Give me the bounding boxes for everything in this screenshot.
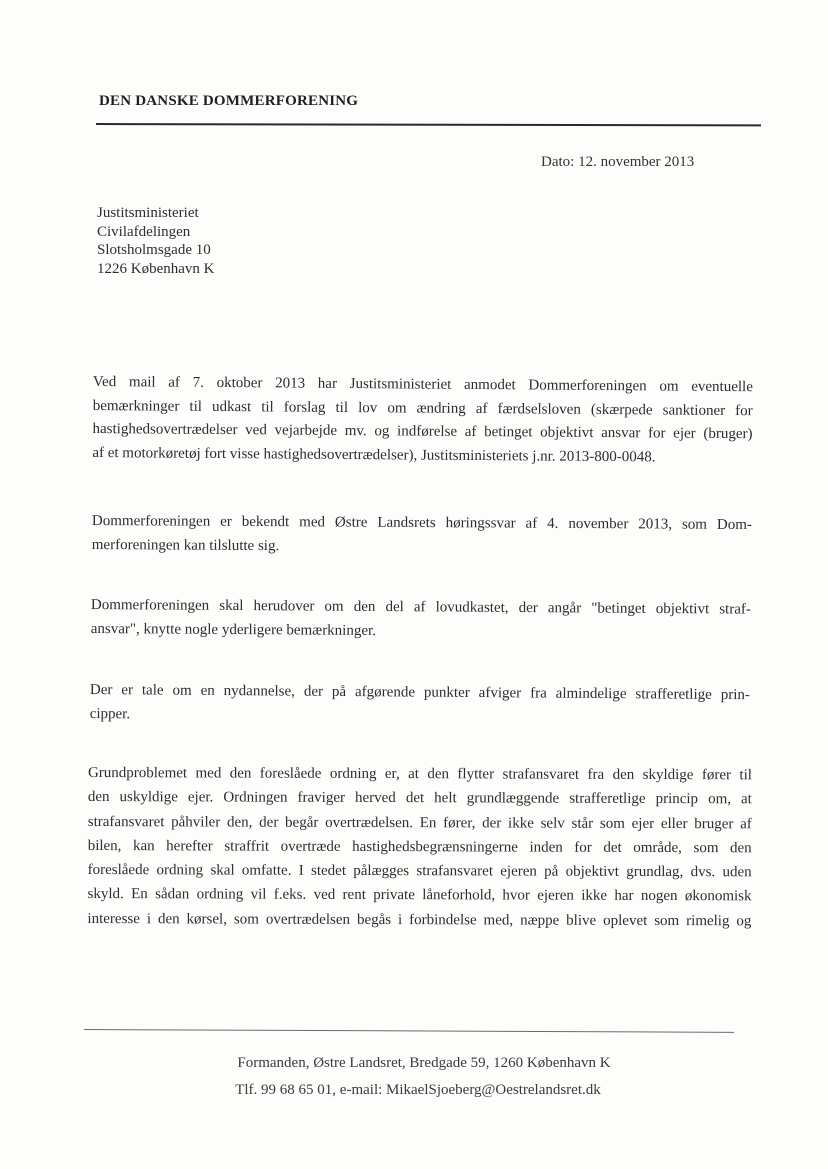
text-line: Grundproblemet med den foreslåede ordning er, at den flytter strafansvaret fra den skyldige fører til <box>87 765 752 784</box>
text-line: Ved mail af 7. oktober 2013 har Justitsministeriet anmodet Dommerforeningen om eventuelle <box>92 373 753 396</box>
recipient-line: Justitsministeriet <box>97 205 199 221</box>
organization-name: DEN DANSKE DOMMERFORENING <box>99 93 359 109</box>
paragraph-new-formation <box>90 679 750 731</box>
letter-date: Dato: 12. november 2013 <box>541 154 695 170</box>
text-line: den uskyldige ejer. Ordningen fraviger herved det helt grundlæggende strafferetlige princip om, at <box>87 789 752 808</box>
text-line: bilen, kan herefter straffrit overtræde hastighedsbegrænsningerne inden for det område, som den <box>87 837 752 857</box>
footer-address: Formanden, Østre Landsret, Bredgade 59, 1260 København K <box>237 1055 611 1071</box>
paragraph-hearing-response <box>92 510 752 561</box>
text-line: Der er tale om en nydannelse, der på afgørende punkter afviger fra almindelige strafferetlige prin- <box>89 681 750 704</box>
text-line: cipper. <box>89 705 131 722</box>
paragraph-request <box>92 371 753 470</box>
paragraph-additional-remarks <box>91 594 751 646</box>
text-line: merforeningen kan tilslutte sig. <box>91 536 280 554</box>
text-line: ansvar", knytte nogle yderligere bemærkninger. <box>90 620 377 639</box>
footer-divider <box>84 1029 734 1033</box>
paragraph-core-problem <box>87 761 752 933</box>
text-line: strafansvaret påhviler den, der begår overtrædelsen. En fører, der ikke selv står som ejer eller bruger af <box>87 813 752 832</box>
recipient-line: Slotsholmsgade 10 <box>97 242 211 258</box>
text-line: Dommerforeningen er bekendt med Østre Landsrets høringssvar af 4. november 2013, som Dom- <box>91 512 752 534</box>
recipient-address <box>97 204 214 278</box>
header-divider <box>96 123 761 126</box>
recipient-line: Civilafdelingen <box>97 223 191 240</box>
text-line: skyld. En sådan ordning vil f.eks. ved rent private låneforhold, hvor ejeren ikke har nogen økonomisk <box>87 886 752 905</box>
text-line: af et motorkøretøj fort visse hastighedsovertrædelser), Justitsministeriets j.nr. 2013-800-0048. <box>92 444 656 465</box>
recipient-line: 1226 København K <box>97 260 215 277</box>
letter-footer <box>0 1050 828 1104</box>
text-line: bemærkninger til udkast til forslag til lov om ændring af færdselsloven (skærpede sanktioner for <box>92 397 753 419</box>
footer-contact: Tlf. 99 68 65 01, e-mail: MikaelSjoeberg@Oestrelandsret.dk <box>235 1082 601 1098</box>
text-line: Dommerforeningen skal herudover om den del af lovudkastet, der angår "betinget objektivt straf- <box>90 596 751 618</box>
text-line: foreslåede ordning skal omfatte. I stedet pålægges strafansvaret ejeren på objektivt grundlag, dvs. uden <box>87 862 752 881</box>
text-line: hastighedsovertrædelser ved vejarbejde mv. og indførelse af betinget objektivt ansvar for ejer (bruger) <box>92 420 753 443</box>
text-line: interesse i den kørsel, som overtrædelsen begås i forbindelse med, næppe blive oplevet som rimelig og <box>87 910 752 930</box>
